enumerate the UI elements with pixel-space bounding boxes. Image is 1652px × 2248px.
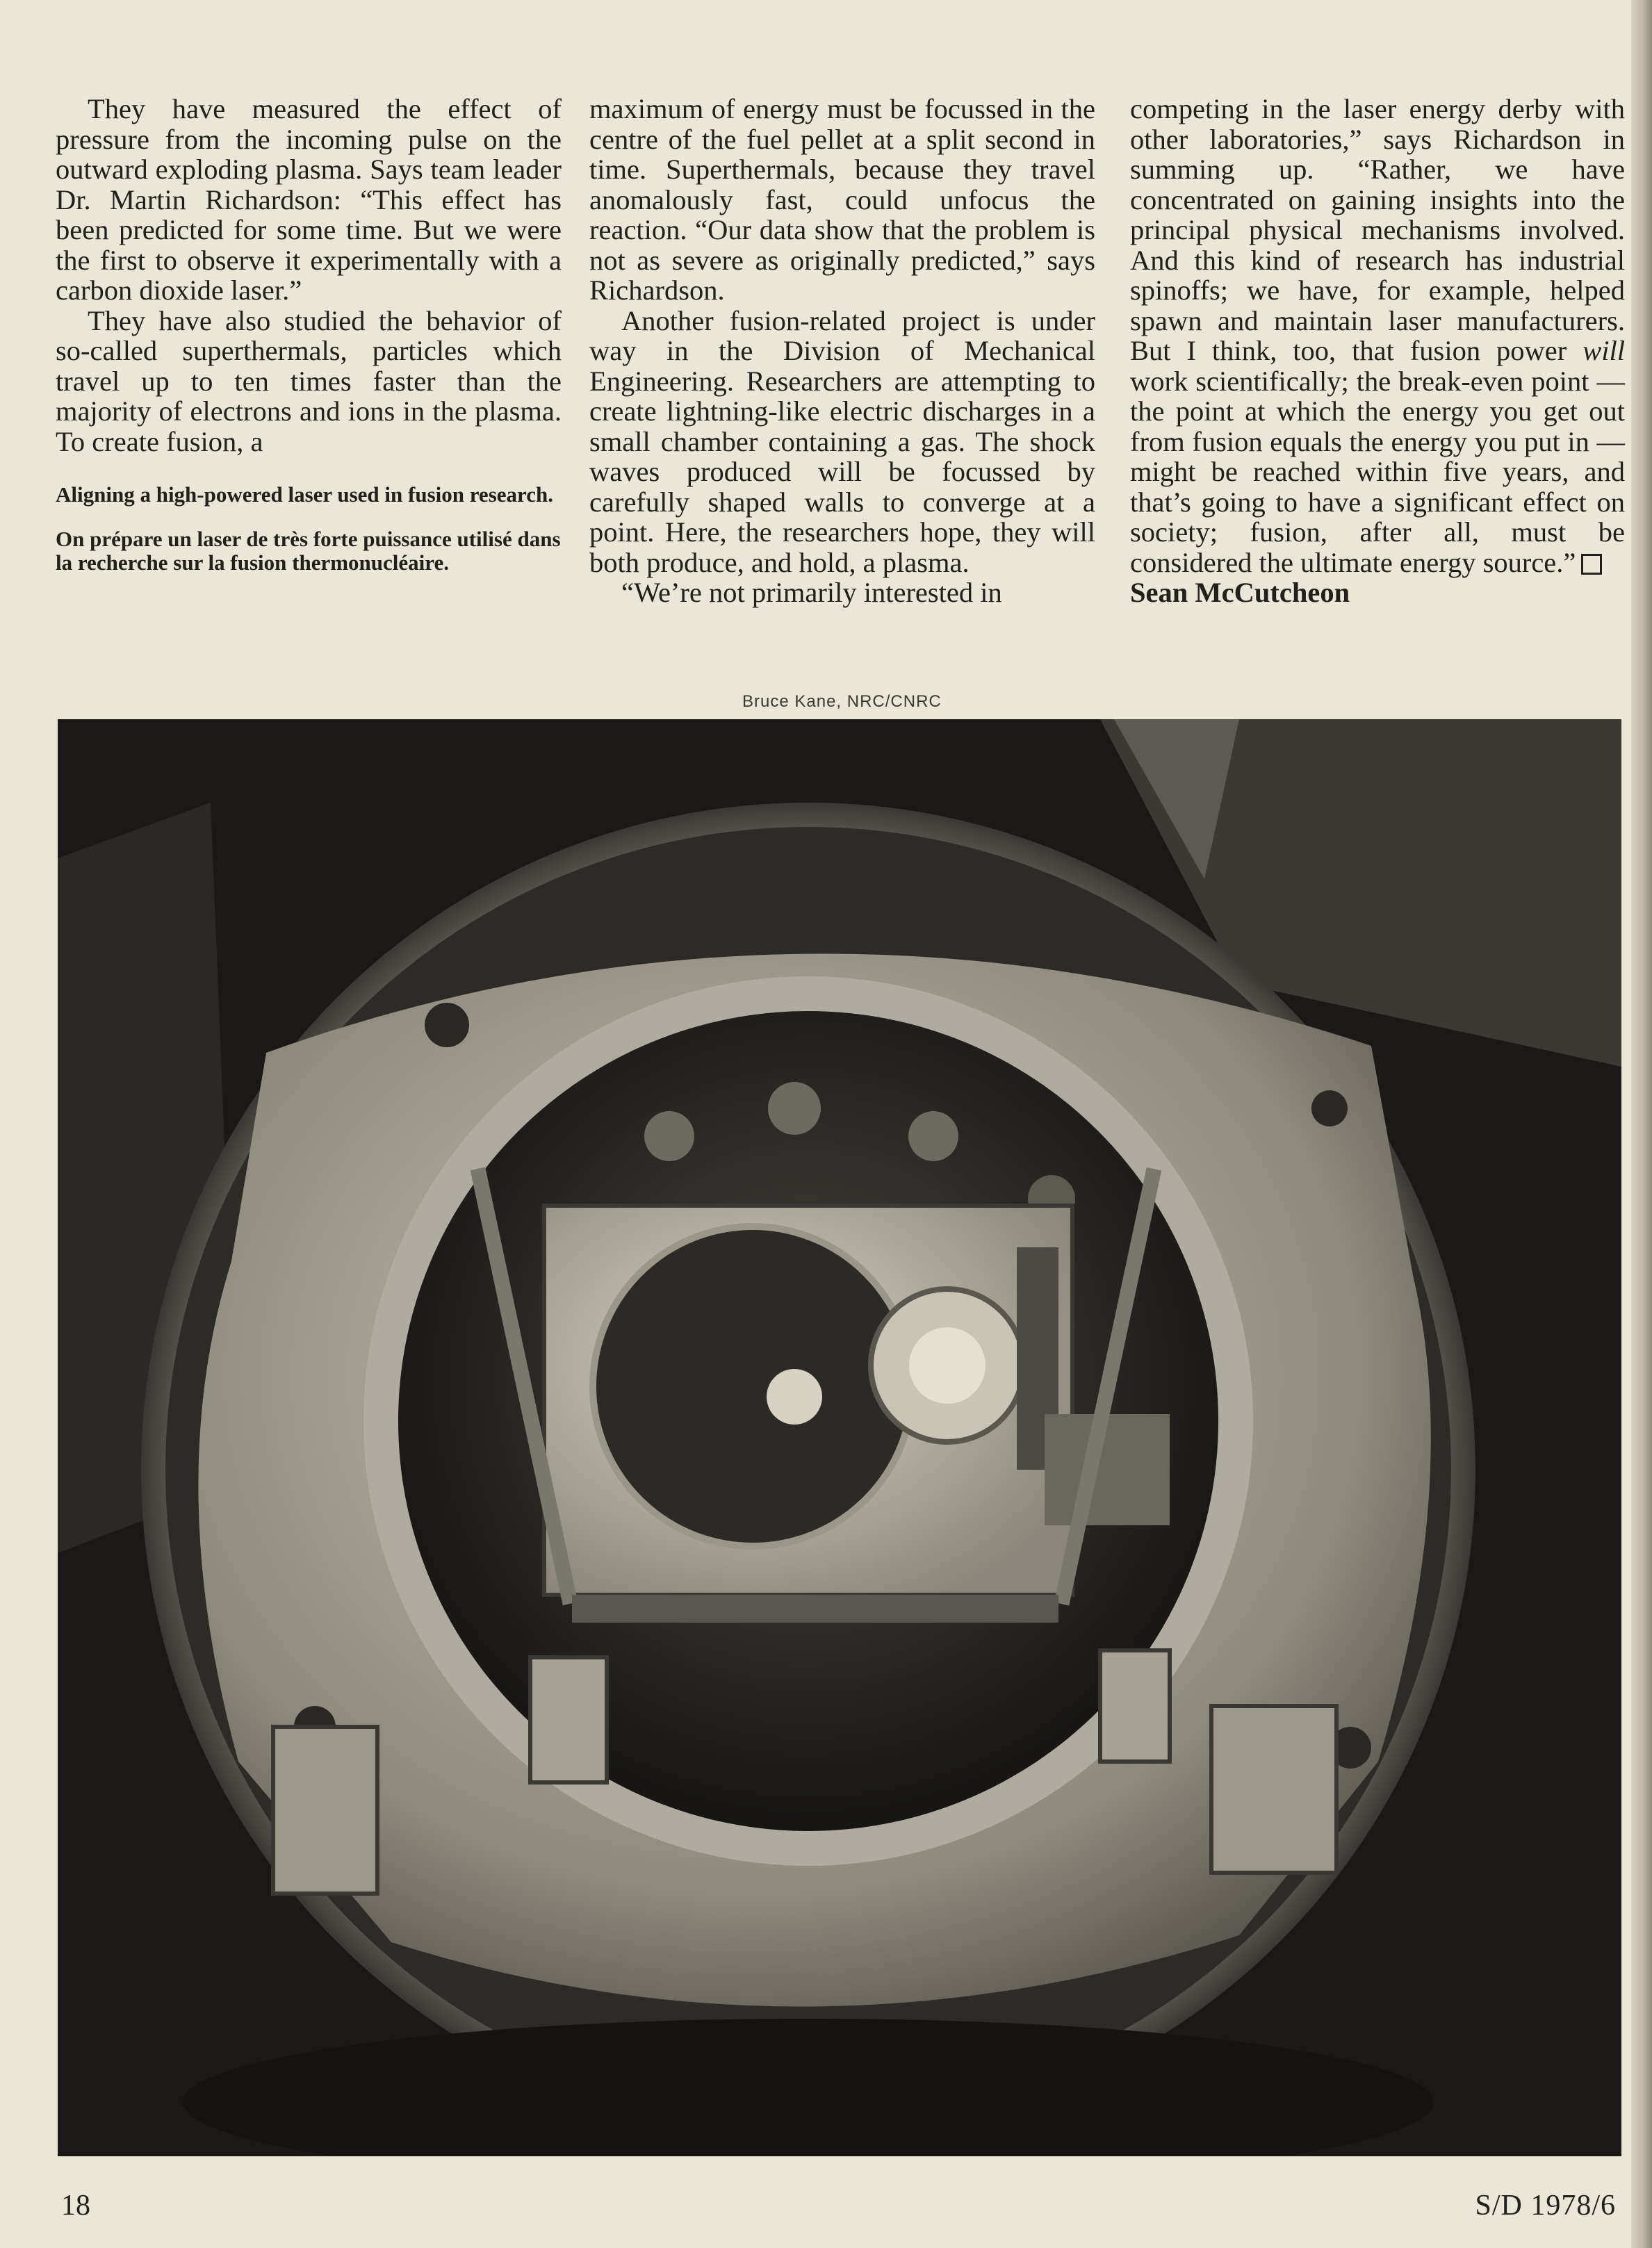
laser-chamber-photo xyxy=(58,719,1621,2156)
photo-credit: Bruce Kane, NRC/CNRC xyxy=(742,692,942,711)
page-number: 18 xyxy=(61,2190,90,2222)
article-column-3 xyxy=(1130,94,1625,608)
paragraph-text: work scientifically; the break-even point — the point at which the energy you get out from fusion equals the energy you put in — might be reached within five years, and that’s going to have a significant effect on society; fusion, after all, must be considered the ultimate energy source.” xyxy=(1130,365,1625,578)
article-column-2 xyxy=(589,94,1095,608)
photo-caption-english: Aligning a high-powered laser used in fusion research. xyxy=(56,482,553,507)
article-column-1 xyxy=(56,94,562,575)
page-edge xyxy=(1631,0,1652,2248)
laser-chamber-illustration xyxy=(58,719,1621,2156)
end-mark-icon xyxy=(1581,554,1602,575)
paragraph: maximum of energy must be focussed in the centre of the fuel pellet at a split second in time. Superthermals, because they travel anomalously fast, could unfocus the reaction. “Our data show that the problem is not as severe as originally predicted,” says Richardson. xyxy=(589,93,1095,306)
paragraph-text: competing in the laser energy derby with other laboratories,” says Richardson in summing up. “Rather, we have concentrated on gaining insights into the principal physical mechanisms involved. And this kind of research has industrial spinoffs; we have, for example, helped spawn and maintain laser manufacturers. But I think, too, that fusion power xyxy=(1130,93,1625,366)
author-byline: Sean McCutcheon xyxy=(1130,577,1350,608)
paragraph: They have also studied the behavior of so-called superthermals, particles which travel up to ten times faster than the majority of electrons and ions in the plasma. To create fusion, a xyxy=(56,304,562,457)
photo-caption-french: On prépare un laser de très forte puissance utilisé dans la recherche sur la fusion thermonucléaire. xyxy=(56,527,561,575)
emphasis: will xyxy=(1583,335,1625,366)
issue-label: S/D 1978/6 xyxy=(1475,2190,1616,2222)
paragraph: Another fusion-related project is under way in the Division of Mechanical Engineering. Researchers are attempting to create lightning-like electric discharges in a small chamber containing a gas. The shock waves produced will be focussed by carefully shaped walls to converge at a point. Here, the researchers hope, they will both produce, and hold, a plasma. xyxy=(589,304,1095,578)
paragraph: “We’re not primarily interested in xyxy=(621,577,1002,608)
paragraph xyxy=(1130,94,1625,577)
paragraph: They have measured the effect of pressure from the incoming pulse on the outward exploding plasma. Says team leader Dr. Martin Richardson: “This effect has been predicted for some time. But we were the first to observe it experimentally with a carbon dioxide laser.” xyxy=(56,93,562,306)
